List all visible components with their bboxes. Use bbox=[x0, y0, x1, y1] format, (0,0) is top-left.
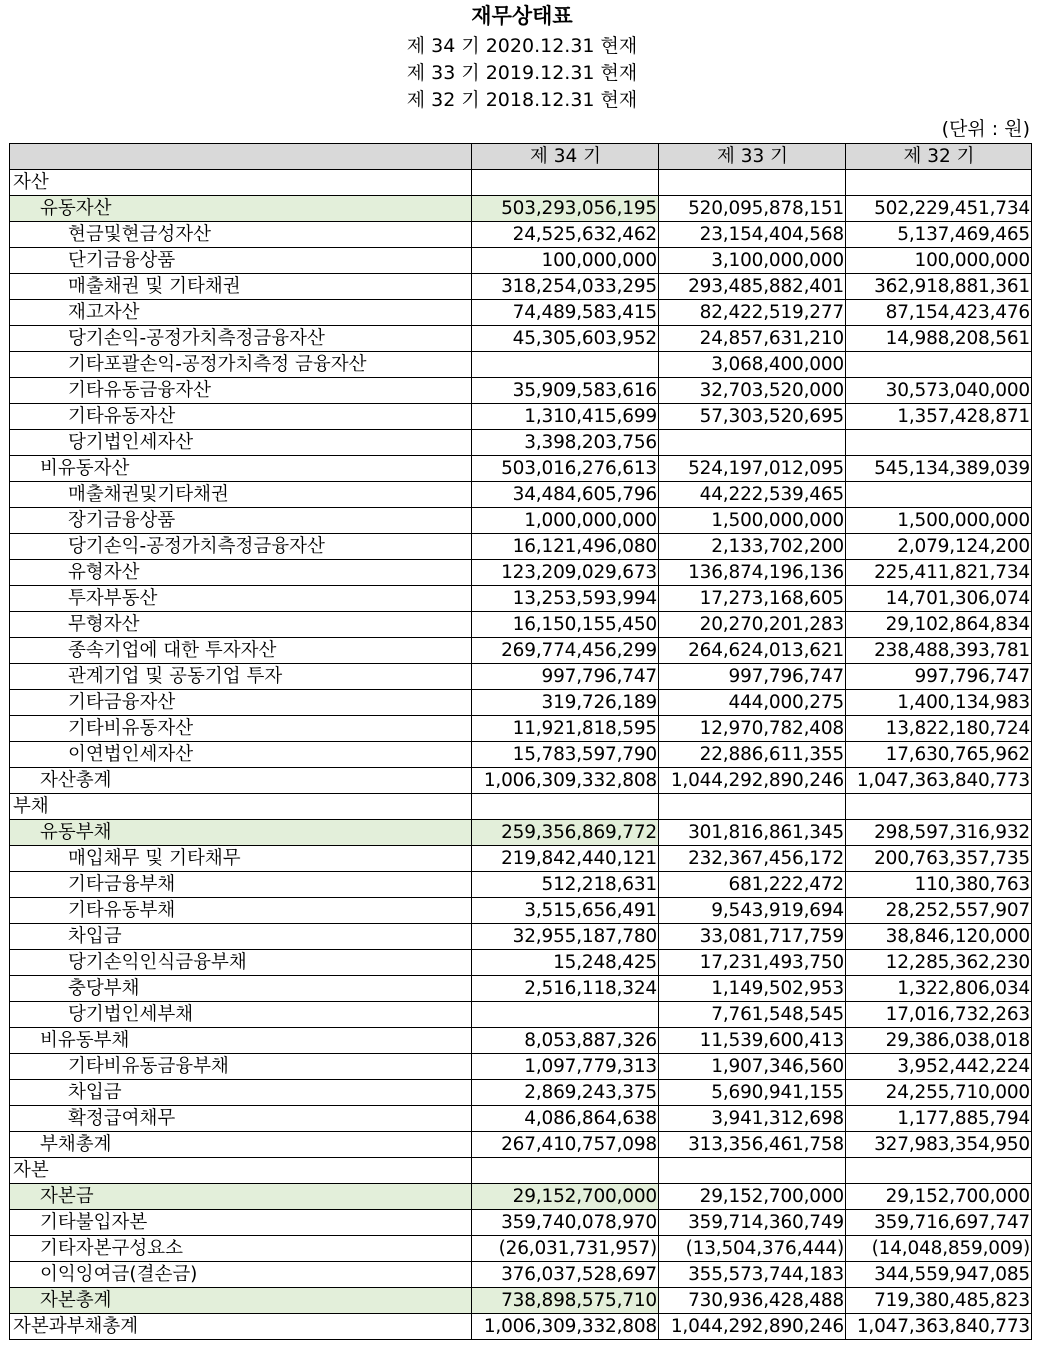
value-cell-period-34: 3,398,203,756 bbox=[472, 430, 659, 456]
table-row bbox=[10, 274, 1032, 300]
table-row bbox=[10, 638, 1032, 664]
value-cell-period-34 bbox=[472, 794, 659, 820]
value-cell-period-32 bbox=[846, 430, 1032, 456]
value-cell-period-34: 29,152,700,000 bbox=[472, 1184, 659, 1210]
value-cell-period-34 bbox=[472, 1158, 659, 1184]
value-cell-period-32: 100,000,000 bbox=[846, 248, 1032, 274]
row-label: 자본 bbox=[10, 1158, 472, 1184]
value-cell-period-34: 24,525,632,462 bbox=[472, 222, 659, 248]
table-row bbox=[10, 222, 1032, 248]
row-label: 기타금융부채 bbox=[10, 872, 472, 898]
table-row bbox=[10, 560, 1032, 586]
header-row bbox=[10, 144, 1032, 170]
value-cell-period-33: 730,936,428,488 bbox=[659, 1288, 846, 1314]
row-label: 당기손익-공정가치측정금융자산 bbox=[10, 326, 472, 352]
table-row bbox=[10, 1028, 1032, 1054]
value-cell-period-32: 238,488,393,781 bbox=[846, 638, 1032, 664]
value-cell-period-33: 22,886,611,355 bbox=[659, 742, 846, 768]
value-cell-period-32 bbox=[846, 352, 1032, 378]
value-cell-period-34: 4,086,864,638 bbox=[472, 1106, 659, 1132]
value-cell-period-34: 269,774,456,299 bbox=[472, 638, 659, 664]
value-cell-period-33: 1,907,346,560 bbox=[659, 1054, 846, 1080]
table-row bbox=[10, 872, 1032, 898]
value-cell-period-32: 200,763,357,735 bbox=[846, 846, 1032, 872]
value-cell-period-33: 1,500,000,000 bbox=[659, 508, 846, 534]
value-cell-period-33: 2,133,702,200 bbox=[659, 534, 846, 560]
value-cell-period-32: 13,822,180,724 bbox=[846, 716, 1032, 742]
row-label: 자본과부채총계 bbox=[10, 1314, 472, 1340]
row-label: 비유동자산 bbox=[10, 456, 472, 482]
value-cell-period-34: 15,248,425 bbox=[472, 950, 659, 976]
value-cell-period-32 bbox=[846, 170, 1032, 196]
value-cell-period-32: 3,952,442,224 bbox=[846, 1054, 1032, 1080]
table-row bbox=[10, 898, 1032, 924]
value-cell-period-33: 444,000,275 bbox=[659, 690, 846, 716]
header-cell-period-34: 제 34 기 bbox=[472, 144, 659, 170]
value-cell-period-32: 344,559,947,085 bbox=[846, 1262, 1032, 1288]
value-cell-period-32: 29,102,864,834 bbox=[846, 612, 1032, 638]
unit-label: (단위 : 원) bbox=[941, 118, 1030, 140]
table-row bbox=[10, 1002, 1032, 1028]
value-cell-period-32: 29,386,038,018 bbox=[846, 1028, 1032, 1054]
value-cell-period-32: 502,229,451,734 bbox=[846, 196, 1032, 222]
table-row bbox=[10, 1054, 1032, 1080]
balance-sheet-table bbox=[9, 143, 1032, 1340]
value-cell-period-34: 16,121,496,080 bbox=[472, 534, 659, 560]
table-row bbox=[10, 1106, 1032, 1132]
value-cell-period-32: 29,152,700,000 bbox=[846, 1184, 1032, 1210]
value-cell-period-33: 1,149,502,953 bbox=[659, 976, 846, 1002]
value-cell-period-32: 327,983,354,950 bbox=[846, 1132, 1032, 1158]
table-row bbox=[10, 664, 1032, 690]
value-cell-period-33: 232,367,456,172 bbox=[659, 846, 846, 872]
row-label: 기타비유동자산 bbox=[10, 716, 472, 742]
value-cell-period-33: 32,703,520,000 bbox=[659, 378, 846, 404]
value-cell-period-34: 8,053,887,326 bbox=[472, 1028, 659, 1054]
value-cell-period-34: 318,254,033,295 bbox=[472, 274, 659, 300]
value-cell-period-33: 1,044,292,890,246 bbox=[659, 1314, 846, 1340]
value-cell-period-34 bbox=[472, 1002, 659, 1028]
row-label: 기타포괄손익-공정가치측정 금융자산 bbox=[10, 352, 472, 378]
value-cell-period-32: 110,380,763 bbox=[846, 872, 1032, 898]
value-cell-period-33: 997,796,747 bbox=[659, 664, 846, 690]
value-cell-period-33: 3,941,312,698 bbox=[659, 1106, 846, 1132]
value-cell-period-33: 681,222,472 bbox=[659, 872, 846, 898]
value-cell-period-34: (26,031,731,957) bbox=[472, 1236, 659, 1262]
value-cell-period-32: 2,079,124,200 bbox=[846, 534, 1032, 560]
table-row bbox=[10, 1236, 1032, 1262]
table-row bbox=[10, 352, 1032, 378]
table-row bbox=[10, 248, 1032, 274]
value-cell-period-32: 87,154,423,476 bbox=[846, 300, 1032, 326]
value-cell-period-32 bbox=[846, 482, 1032, 508]
table-row bbox=[10, 1184, 1032, 1210]
row-label: 이연법인세자산 bbox=[10, 742, 472, 768]
value-cell-period-33: 24,857,631,210 bbox=[659, 326, 846, 352]
table-row bbox=[10, 612, 1032, 638]
value-cell-period-32: 362,918,881,361 bbox=[846, 274, 1032, 300]
value-cell-period-33: 1,044,292,890,246 bbox=[659, 768, 846, 794]
table-row bbox=[10, 326, 1032, 352]
row-label: 이익잉여금(결손금) bbox=[10, 1262, 472, 1288]
table-row bbox=[10, 950, 1032, 976]
row-label: 당기법인세자산 bbox=[10, 430, 472, 456]
row-label: 당기법인세부채 bbox=[10, 1002, 472, 1028]
table-row bbox=[10, 742, 1032, 768]
value-cell-period-34: 100,000,000 bbox=[472, 248, 659, 274]
table-row bbox=[10, 1314, 1032, 1340]
value-cell-period-32: 1,047,363,840,773 bbox=[846, 768, 1032, 794]
value-cell-period-33: 33,081,717,759 bbox=[659, 924, 846, 950]
period-line: 제 32 기 2018.12.31 현재 bbox=[406, 89, 638, 111]
value-cell-period-32 bbox=[846, 1158, 1032, 1184]
period-line: 제 33 기 2019.12.31 현재 bbox=[406, 62, 638, 84]
row-label: 기타불입자본 bbox=[10, 1210, 472, 1236]
row-label: 비유동부채 bbox=[10, 1028, 472, 1054]
value-cell-period-34: 1,097,779,313 bbox=[472, 1054, 659, 1080]
value-cell-period-32: 14,701,306,074 bbox=[846, 586, 1032, 612]
value-cell-period-32 bbox=[846, 794, 1032, 820]
row-label: 유동부채 bbox=[10, 820, 472, 846]
table-row bbox=[10, 1262, 1032, 1288]
value-cell-period-34: 376,037,528,697 bbox=[472, 1262, 659, 1288]
value-cell-period-34: 45,305,603,952 bbox=[472, 326, 659, 352]
value-cell-period-34: 1,310,415,699 bbox=[472, 404, 659, 430]
row-label: 기타유동부채 bbox=[10, 898, 472, 924]
table-row bbox=[10, 976, 1032, 1002]
value-cell-period-33: 44,222,539,465 bbox=[659, 482, 846, 508]
table-row bbox=[10, 1080, 1032, 1106]
row-label: 기타비유동금융부채 bbox=[10, 1054, 472, 1080]
row-label: 기타유동금융자산 bbox=[10, 378, 472, 404]
value-cell-period-33 bbox=[659, 1158, 846, 1184]
value-cell-period-33: 3,068,400,000 bbox=[659, 352, 846, 378]
value-cell-period-34: 359,740,078,970 bbox=[472, 1210, 659, 1236]
value-cell-period-34: 319,726,189 bbox=[472, 690, 659, 716]
table-row bbox=[10, 716, 1032, 742]
value-cell-period-33: 29,152,700,000 bbox=[659, 1184, 846, 1210]
row-label: 유형자산 bbox=[10, 560, 472, 586]
value-cell-period-33: 293,485,882,401 bbox=[659, 274, 846, 300]
value-cell-period-32: 14,988,208,561 bbox=[846, 326, 1032, 352]
value-cell-period-33: 355,573,744,183 bbox=[659, 1262, 846, 1288]
value-cell-period-33: 12,970,782,408 bbox=[659, 716, 846, 742]
table-row bbox=[10, 1132, 1032, 1158]
row-label: 기타자본구성요소 bbox=[10, 1236, 472, 1262]
table-row bbox=[10, 508, 1032, 534]
value-cell-period-33: 23,154,404,568 bbox=[659, 222, 846, 248]
table-row bbox=[10, 482, 1032, 508]
value-cell-period-32: 1,322,806,034 bbox=[846, 976, 1032, 1002]
value-cell-period-33: 20,270,201,283 bbox=[659, 612, 846, 638]
table-row bbox=[10, 1288, 1032, 1314]
value-cell-period-34: 123,209,029,673 bbox=[472, 560, 659, 586]
row-label: 기타금융자산 bbox=[10, 690, 472, 716]
value-cell-period-33: 7,761,548,545 bbox=[659, 1002, 846, 1028]
value-cell-period-33: 17,273,168,605 bbox=[659, 586, 846, 612]
row-label: 자본금 bbox=[10, 1184, 472, 1210]
value-cell-period-34: 2,869,243,375 bbox=[472, 1080, 659, 1106]
statement-title: 재무상태표 bbox=[471, 4, 573, 28]
table-row bbox=[10, 1158, 1032, 1184]
table-row bbox=[10, 378, 1032, 404]
value-cell-period-33 bbox=[659, 794, 846, 820]
value-cell-period-34: 15,783,597,790 bbox=[472, 742, 659, 768]
value-cell-period-32: 12,285,362,230 bbox=[846, 950, 1032, 976]
value-cell-period-32: 30,573,040,000 bbox=[846, 378, 1032, 404]
table-row bbox=[10, 820, 1032, 846]
value-cell-period-34: 219,842,440,121 bbox=[472, 846, 659, 872]
row-label: 종속기업에 대한 투자자산 bbox=[10, 638, 472, 664]
header-cell-period-32: 제 32 기 bbox=[846, 144, 1032, 170]
value-cell-period-33: 5,690,941,155 bbox=[659, 1080, 846, 1106]
value-cell-period-34: 259,356,869,772 bbox=[472, 820, 659, 846]
value-cell-period-32: 719,380,485,823 bbox=[846, 1288, 1032, 1314]
value-cell-period-34: 1,006,309,332,808 bbox=[472, 768, 659, 794]
row-label: 기타유동자산 bbox=[10, 404, 472, 430]
row-label: 매출채권 및 기타채권 bbox=[10, 274, 472, 300]
row-label: 재고자산 bbox=[10, 300, 472, 326]
row-label: 차입금 bbox=[10, 1080, 472, 1106]
value-cell-period-32: 38,846,120,000 bbox=[846, 924, 1032, 950]
row-label: 충당부채 bbox=[10, 976, 472, 1002]
value-cell-period-34: 503,293,056,195 bbox=[472, 196, 659, 222]
value-cell-period-33: 313,356,461,758 bbox=[659, 1132, 846, 1158]
value-cell-period-32: 298,597,316,932 bbox=[846, 820, 1032, 846]
row-label: 자산총계 bbox=[10, 768, 472, 794]
row-label: 단기금융상품 bbox=[10, 248, 472, 274]
table-body bbox=[10, 170, 1032, 1340]
value-cell-period-33: 9,543,919,694 bbox=[659, 898, 846, 924]
value-cell-period-33: 11,539,600,413 bbox=[659, 1028, 846, 1054]
row-label: 장기금융상품 bbox=[10, 508, 472, 534]
row-label: 투자부동산 bbox=[10, 586, 472, 612]
table-row bbox=[10, 534, 1032, 560]
value-cell-period-34: 1,006,309,332,808 bbox=[472, 1314, 659, 1340]
value-cell-period-32: 997,796,747 bbox=[846, 664, 1032, 690]
value-cell-period-32: 1,400,134,983 bbox=[846, 690, 1032, 716]
table-row bbox=[10, 456, 1032, 482]
table-row bbox=[10, 846, 1032, 872]
table-row bbox=[10, 924, 1032, 950]
header-cell-label bbox=[10, 144, 472, 170]
value-cell-period-34: 503,016,276,613 bbox=[472, 456, 659, 482]
value-cell-period-33: 17,231,493,750 bbox=[659, 950, 846, 976]
value-cell-period-33: 359,714,360,749 bbox=[659, 1210, 846, 1236]
row-label: 무형자산 bbox=[10, 612, 472, 638]
value-cell-period-34: 32,955,187,780 bbox=[472, 924, 659, 950]
row-label: 부채총계 bbox=[10, 1132, 472, 1158]
value-cell-period-34: 512,218,631 bbox=[472, 872, 659, 898]
value-cell-period-32: 1,047,363,840,773 bbox=[846, 1314, 1032, 1340]
table-row bbox=[10, 690, 1032, 716]
table-row bbox=[10, 794, 1032, 820]
period-line: 제 34 기 2020.12.31 현재 bbox=[406, 35, 638, 57]
value-cell-period-34: 35,909,583,616 bbox=[472, 378, 659, 404]
header-cell-period-33: 제 33 기 bbox=[659, 144, 846, 170]
value-cell-period-34: 13,253,593,994 bbox=[472, 586, 659, 612]
value-cell-period-34: 74,489,583,415 bbox=[472, 300, 659, 326]
value-cell-period-32: 359,716,697,747 bbox=[846, 1210, 1032, 1236]
value-cell-period-33: 3,100,000,000 bbox=[659, 248, 846, 274]
row-label: 자산 bbox=[10, 170, 472, 196]
table-row bbox=[10, 196, 1032, 222]
value-cell-period-34: 738,898,575,710 bbox=[472, 1288, 659, 1314]
row-label: 자본총계 bbox=[10, 1288, 472, 1314]
value-cell-period-34: 997,796,747 bbox=[472, 664, 659, 690]
table-row bbox=[10, 1210, 1032, 1236]
value-cell-period-33 bbox=[659, 170, 846, 196]
value-cell-period-34: 267,410,757,098 bbox=[472, 1132, 659, 1158]
value-cell-period-34: 34,484,605,796 bbox=[472, 482, 659, 508]
value-cell-period-33: (13,504,376,444) bbox=[659, 1236, 846, 1262]
table-row bbox=[10, 300, 1032, 326]
row-label: 당기손익인식금융부채 bbox=[10, 950, 472, 976]
row-label: 차입금 bbox=[10, 924, 472, 950]
row-label: 유동자산 bbox=[10, 196, 472, 222]
row-label: 부채 bbox=[10, 794, 472, 820]
value-cell-period-32: 225,411,821,734 bbox=[846, 560, 1032, 586]
table-row bbox=[10, 170, 1032, 196]
row-label: 확정급여채무 bbox=[10, 1106, 472, 1132]
value-cell-period-33 bbox=[659, 430, 846, 456]
value-cell-period-32: 1,177,885,794 bbox=[846, 1106, 1032, 1132]
value-cell-period-33: 520,095,878,151 bbox=[659, 196, 846, 222]
value-cell-period-34: 11,921,818,595 bbox=[472, 716, 659, 742]
table-row bbox=[10, 768, 1032, 794]
value-cell-period-34: 16,150,155,450 bbox=[472, 612, 659, 638]
value-cell-period-32: 24,255,710,000 bbox=[846, 1080, 1032, 1106]
row-label: 당기손익-공정가치측정금융자산 bbox=[10, 534, 472, 560]
value-cell-period-34: 3,515,656,491 bbox=[472, 898, 659, 924]
value-cell-period-33: 524,197,012,095 bbox=[659, 456, 846, 482]
value-cell-period-34: 2,516,118,324 bbox=[472, 976, 659, 1002]
value-cell-period-33: 136,874,196,136 bbox=[659, 560, 846, 586]
row-label: 매입채무 및 기타채무 bbox=[10, 846, 472, 872]
row-label: 현금및현금성자산 bbox=[10, 222, 472, 248]
table-row bbox=[10, 430, 1032, 456]
row-label: 관계기업 및 공동기업 투자 bbox=[10, 664, 472, 690]
value-cell-period-32: 17,630,765,962 bbox=[846, 742, 1032, 768]
value-cell-period-33: 57,303,520,695 bbox=[659, 404, 846, 430]
value-cell-period-34 bbox=[472, 352, 659, 378]
value-cell-period-34: 1,000,000,000 bbox=[472, 508, 659, 534]
value-cell-period-32: 17,016,732,263 bbox=[846, 1002, 1032, 1028]
table-row bbox=[10, 586, 1032, 612]
table-row bbox=[10, 404, 1032, 430]
value-cell-period-33: 301,816,861,345 bbox=[659, 820, 846, 846]
row-label: 매출채권및기타채권 bbox=[10, 482, 472, 508]
value-cell-period-32: (14,048,859,009) bbox=[846, 1236, 1032, 1262]
value-cell-period-33: 82,422,519,277 bbox=[659, 300, 846, 326]
value-cell-period-34 bbox=[472, 170, 659, 196]
value-cell-period-32: 5,137,469,465 bbox=[846, 222, 1032, 248]
value-cell-period-32: 1,357,428,871 bbox=[846, 404, 1032, 430]
value-cell-period-32: 28,252,557,907 bbox=[846, 898, 1032, 924]
value-cell-period-33: 264,624,013,621 bbox=[659, 638, 846, 664]
value-cell-period-32: 1,500,000,000 bbox=[846, 508, 1032, 534]
value-cell-period-32: 545,134,389,039 bbox=[846, 456, 1032, 482]
